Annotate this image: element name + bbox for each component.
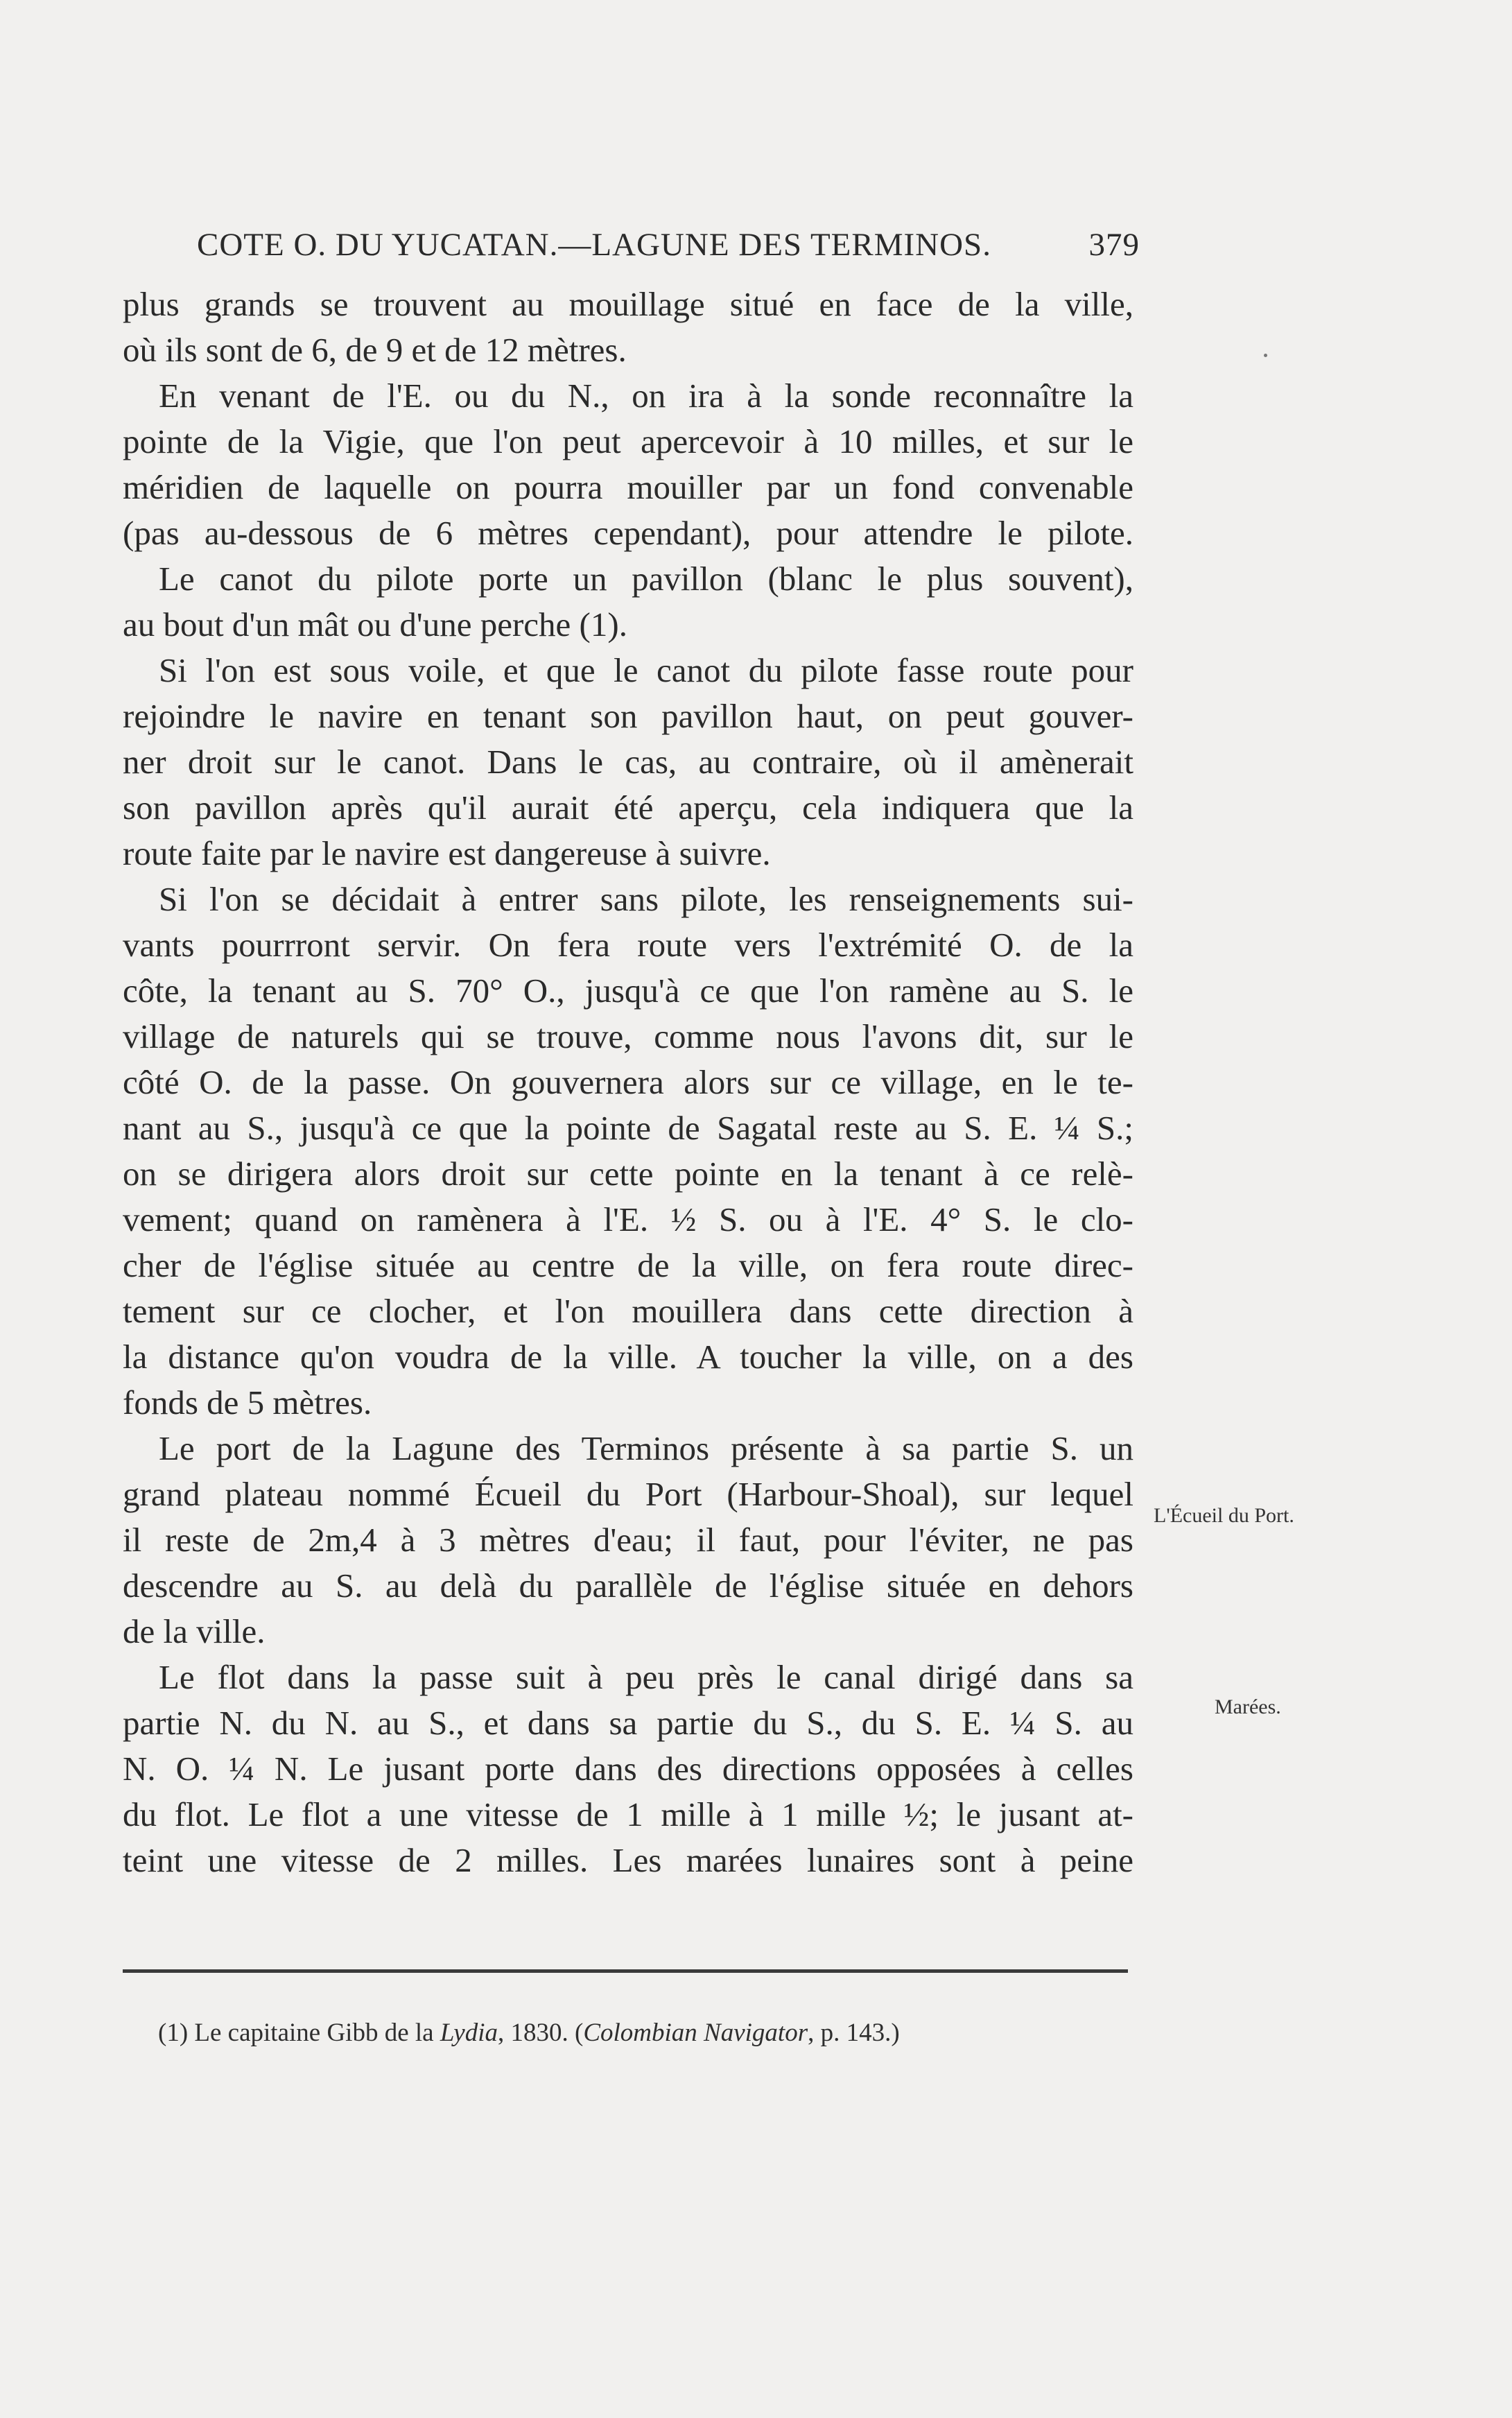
text-line: où ils sont de 6, de 9 et de 12 mètres. [123, 331, 627, 369]
text-line: au bout d'un mât ou d'une perche (1). [123, 605, 627, 644]
text-line: côte, la tenant au S. 70° O., jusqu'à ce que l'on ramène au S. le [123, 971, 1133, 1010]
text-line: grand plateau nommé Écueil du Port (Harbour-Shoal), sur lequel [123, 1475, 1133, 1513]
text-line: Si l'on se décidait à entrer sans pilote, les renseignements sui- [159, 880, 1133, 918]
text-line: descendre au S. au delà du parallèle de l'église située en dehors [123, 1566, 1133, 1605]
text-line: partie N. du N. au S., et dans sa partie du S., du S. E. ¼ S. au [123, 1704, 1133, 1742]
running-title: COTE O. DU YUCATAN.—LAGUNE DES TERMINOS. [197, 227, 991, 263]
footnote-ship: Lydia [440, 2019, 498, 2047]
margin-note-marees: Marées. [1215, 1695, 1281, 1718]
footnote-suffix: , p. 143.) [808, 2019, 900, 2047]
text-line: teint une vitesse de 2 milles. Les marées lunaires sont à peine [123, 1841, 1133, 1879]
print-speck [1264, 354, 1267, 357]
text-line: Le flot dans la passe suit à peu près le canal dirigé dans sa [159, 1658, 1133, 1696]
text-line: cher de l'église située au centre de la ville, on fera route direc- [123, 1246, 1133, 1284]
text-line: tement sur ce clocher, et l'on mouillera dans cette direction à [123, 1292, 1133, 1330]
footnote [158, 2015, 900, 2051]
text-line: vement; quand on ramènera à l'E. ½ S. ou à l'E. 4° S. le clo- [123, 1200, 1133, 1238]
text-line: rejoindre le navire en tenant son pavillon haut, on peut gouver- [123, 697, 1133, 735]
text-line: côté O. de la passe. On gouvernera alors sur ce village, en le te- [123, 1063, 1133, 1101]
page-number: 379 [1088, 227, 1140, 263]
running-head [197, 221, 1140, 269]
footnote-source: Colombian Navigator [583, 2019, 808, 2047]
text-line: il reste de 2m,4 à 3 mètres d'eau; il faut, pour l'éviter, ne pas [123, 1521, 1133, 1559]
text-line: (pas au-dessous de 6 mètres cependant), pour attendre le pilote. [123, 514, 1133, 552]
text-line: fonds de 5 mètres. [123, 1383, 372, 1422]
text-line: son pavillon après qu'il aurait été aperçu, cela indiquera que la [123, 788, 1133, 827]
text-line: ner droit sur le canot. Dans le cas, au contraire, où il amènerait [123, 743, 1133, 781]
footnote-prefix: (1) Le capitaine Gibb de la [158, 2019, 440, 2047]
text-line: méridien de laquelle on pourra mouiller par un fond convenable [123, 468, 1133, 506]
text-line: Si l'on est sous voile, et que le canot du pilote fasse route pour [159, 651, 1133, 689]
text-line: N. O. ¼ N. Le jusant porte dans des directions opposées à celles [123, 1750, 1133, 1788]
text-line: route faite par le navire est dangereuse à suivre. [123, 834, 771, 872]
text-line: de la ville. [123, 1612, 266, 1650]
text-line: pointe de la Vigie, que l'on peut apercevoir à 10 milles, et sur le [123, 422, 1133, 460]
text-line: plus grands se trouvent au mouillage situé en face de la ville, [123, 285, 1133, 323]
text-line: nant au S., jusqu'à ce que la pointe de Sagatal reste au S. E. ¼ S.; [123, 1109, 1133, 1147]
text-line: du flot. Le flot a une vitesse de 1 mille à 1 mille ½; le jusant at- [123, 1795, 1133, 1833]
text-line: la distance qu'on voudra de la ville. A toucher la ville, on a des [123, 1338, 1133, 1376]
text-line: Le canot du pilote porte un pavillon (blanc le plus souvent), [159, 560, 1133, 598]
text-line: Le port de la Lagune des Terminos présente à sa partie S. un [159, 1429, 1133, 1467]
text-line: vants pourrront servir. On fera route vers l'extrémité O. de la [123, 926, 1133, 964]
footnote-middle: , 1830. ( [498, 2019, 584, 2047]
text-line: En venant de l'E. ou du N., on ira à la sonde reconnaître la [159, 377, 1133, 415]
margin-note-ecueil: L'Écueil du Port. [1154, 1504, 1294, 1527]
footnote-rule [123, 1969, 1128, 1973]
body-text [123, 282, 1133, 1883]
text-line: village de naturels qui se trouve, comme nous l'avons dit, sur le [123, 1017, 1133, 1055]
text-line: on se dirigera alors droit sur cette pointe en la tenant à ce relè- [123, 1155, 1133, 1193]
